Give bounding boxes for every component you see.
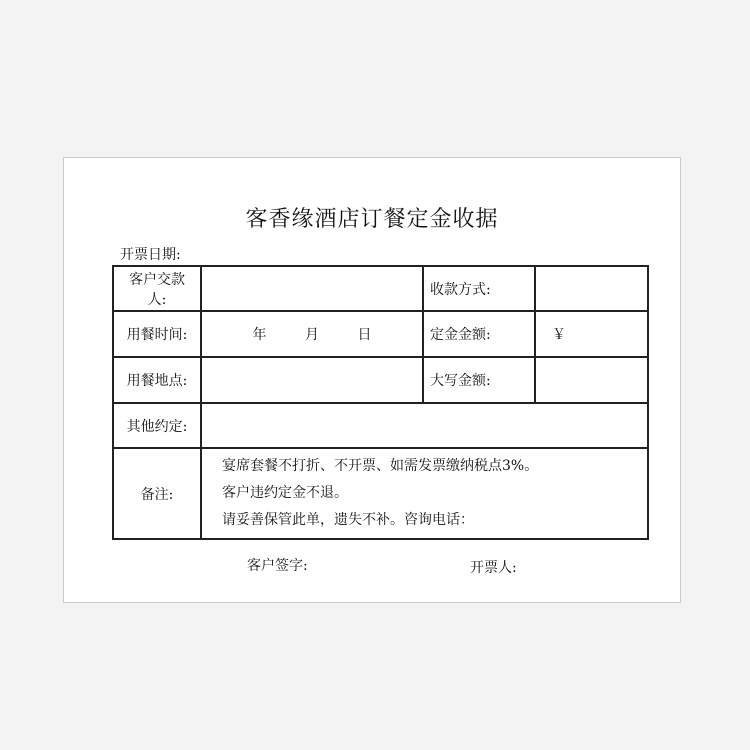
table-row — [113, 357, 648, 403]
payer-label: 客户交款人: — [113, 266, 201, 311]
amount-in-words-label: 大写金额: — [423, 357, 535, 403]
table-row — [113, 403, 648, 448]
other-terms-label: 其他约定: — [113, 403, 201, 448]
issue-date-label: 开票日期: — [120, 247, 181, 263]
other-terms-field[interactable] — [201, 403, 648, 448]
receipt-title: 客香缘酒店订餐定金收据 — [245, 207, 499, 232]
payer-field[interactable] — [201, 266, 423, 311]
issuer-signature-label: 开票人: — [470, 560, 517, 576]
notes-label: 备注: — [113, 448, 201, 539]
date-month-label: 月 — [305, 327, 319, 343]
notes-cell — [201, 448, 648, 539]
dining-place-label: 用餐地点: — [113, 357, 201, 403]
customer-signature-label: 客户签字: — [247, 558, 308, 574]
notes-line: 宴席套餐不打折、不开票、如需发票缴纳税点3%。 — [222, 458, 539, 474]
notes-line: 请妥善保管此单，遗失不补。咨询电话： — [222, 512, 474, 528]
payment-method-field[interactable] — [535, 266, 648, 311]
receipt-paper — [63, 157, 681, 603]
date-year-label: 年 — [252, 327, 267, 343]
amount-in-words-field[interactable] — [535, 357, 648, 403]
table-row — [113, 448, 648, 539]
notes-line: 客户违约定金不退。 — [222, 485, 348, 501]
payment-method-label: 收款方式: — [423, 266, 535, 311]
table-row — [113, 266, 648, 311]
deposit-amount-label: 定金金额: — [423, 311, 535, 357]
deposit-amount-field[interactable]: ￥ — [535, 311, 648, 357]
dining-time-label: 用餐时间: — [113, 311, 201, 357]
dining-time-field[interactable] — [201, 311, 423, 357]
receipt-table — [112, 265, 649, 540]
date-day-label: 日 — [357, 327, 372, 343]
table-row — [113, 311, 648, 357]
dining-place-field[interactable] — [201, 357, 423, 403]
